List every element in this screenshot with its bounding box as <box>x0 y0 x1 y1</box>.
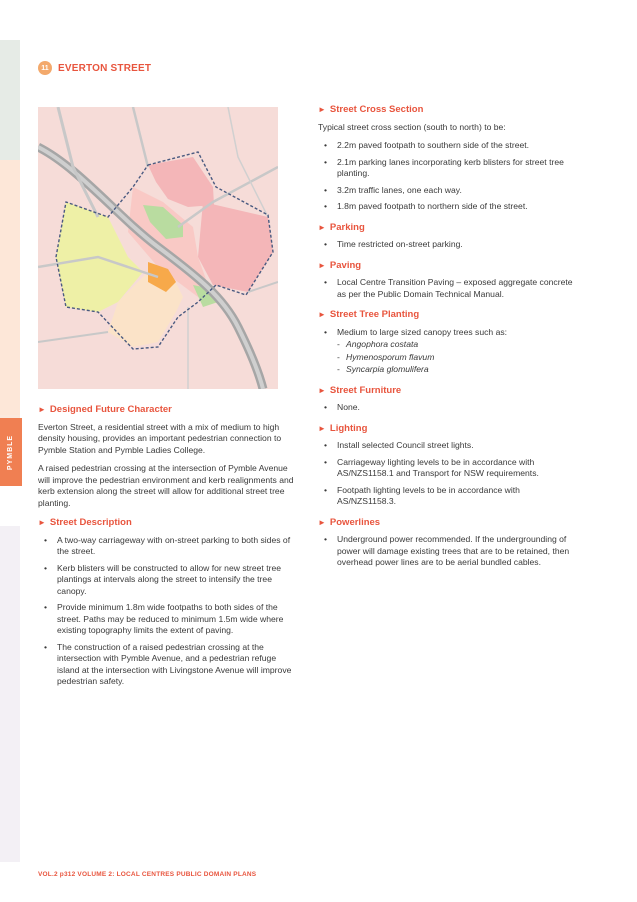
bullet-dot-icon: • <box>324 277 328 287</box>
list-item-text: Local Centre Transition Paving – exposed aggregate concrete as per the Public Domain Technical Manual. <box>337 277 573 299</box>
heading-text: Street Cross Section <box>329 104 424 115</box>
list-item <box>318 185 580 197</box>
paragraph: Everton Street, a residential street with a mix of medium to high density housing, provides an important pedestrian connection to Pymble Station and Pymble Ladies College. <box>38 421 282 455</box>
list-item <box>318 457 580 480</box>
section-heading <box>318 517 580 529</box>
bullet-list <box>318 327 580 376</box>
heading-text: Powerlines <box>329 516 381 528</box>
bullet-list <box>318 440 580 508</box>
bullet-dot-icon: • <box>44 562 48 573</box>
triangle-right-icon: ► <box>318 222 326 232</box>
bullet-list <box>38 535 296 688</box>
page-header <box>38 61 151 75</box>
section-street-description <box>38 517 296 688</box>
section-paving <box>318 260 580 301</box>
bullet-dot-icon: • <box>324 156 328 167</box>
section-powerlines <box>318 517 580 569</box>
species-name: Syncarpia glomulifera <box>346 364 429 374</box>
bullet-dot-icon: • <box>324 140 328 150</box>
list-item <box>318 485 580 508</box>
species-name: Hymenosporum flavum <box>346 351 435 362</box>
bullet-list <box>318 534 580 569</box>
section-heading <box>318 222 580 234</box>
bullet-list <box>318 277 580 300</box>
list-item-text: Provide minimum 1.8m wide footpaths to both sides of the street. Paths may be reduced to minimum 1.5m wide where existing topography limits the extent of paving. <box>57 602 284 635</box>
list-item <box>38 535 296 558</box>
list-item-text: None. <box>337 402 360 412</box>
heading-text: Paving <box>329 259 362 271</box>
heading-text: Street Tree Planting <box>329 309 420 320</box>
list-item <box>318 201 580 213</box>
bullet-dot-icon: • <box>324 534 328 544</box>
paragraph: Typical street cross section (south to north) to be: <box>318 121 506 132</box>
section-street-furniture <box>318 385 580 414</box>
list-item-text: 2.1m parking lanes incorporating kerb blisters for street tree planting. <box>337 156 564 178</box>
triangle-right-icon: ► <box>318 423 326 433</box>
bullet-dot-icon: • <box>324 402 328 412</box>
list-item <box>318 402 580 414</box>
edge-segment <box>0 160 20 415</box>
list-item-text: Install selected Council street lights. <box>337 440 474 450</box>
triangle-right-icon: ► <box>318 310 326 319</box>
list-item-text: Kerb blisters will be constructed to allow for new street tree plantings at intervals along the street to intensify the tree canopy. <box>57 562 282 596</box>
section-number-badge: 11 <box>38 61 52 75</box>
right-column <box>318 104 580 578</box>
side-tab-label: PYMBLE <box>7 434 15 470</box>
bullet-dot-icon: • <box>324 201 328 211</box>
list-item <box>38 602 296 637</box>
heading-text: Street Description <box>49 517 132 528</box>
bullet-dot-icon: • <box>44 641 48 652</box>
list-item <box>318 239 580 251</box>
dash-icon: - <box>337 364 340 374</box>
list-item <box>318 140 580 152</box>
species-item <box>318 339 580 351</box>
section-heading <box>318 309 580 321</box>
bullet-dot-icon: • <box>324 440 328 450</box>
bullet-dot-icon: • <box>324 239 328 249</box>
list-item-text: A two-way carriageway with on-street parking to both sides of the street. <box>57 534 291 556</box>
list-item-text: 2.2m paved footpath to southern side of the street. <box>337 140 530 150</box>
section-heading <box>318 104 580 116</box>
site-map <box>38 107 278 389</box>
list-item-text: 3.2m traffic lanes, one each way. <box>337 184 462 195</box>
section-street-tree-planting <box>318 309 580 376</box>
bullet-dot-icon: • <box>324 184 328 195</box>
edge-segment <box>0 526 20 862</box>
section-heading <box>318 385 580 397</box>
section-street-cross-section <box>318 104 580 213</box>
bullet-list <box>318 402 580 414</box>
heading-text: Street Furniture <box>329 384 402 396</box>
bullet-dot-icon: • <box>324 456 328 467</box>
triangle-right-icon: ► <box>318 260 326 270</box>
species-item <box>318 364 580 376</box>
triangle-right-icon: ► <box>318 517 326 527</box>
page-title: EVERTON STREET <box>58 62 152 74</box>
list-item <box>38 642 296 688</box>
site-map-svg <box>38 107 278 389</box>
dash-icon: - <box>337 351 340 362</box>
bullet-dot-icon: • <box>324 326 328 337</box>
section-heading <box>38 404 296 416</box>
list-item-text: Medium to large sized canopy trees such as: <box>337 326 508 337</box>
bullet-list <box>318 140 580 213</box>
list-item-text: Carriageway lighting levels to be in accordance with AS/NZS1158.1 and Transport for NSW requirements. <box>337 456 539 478</box>
left-column <box>38 404 296 697</box>
section-lighting <box>318 423 580 508</box>
list-item <box>38 563 296 598</box>
list-item <box>318 277 580 300</box>
triangle-right-icon: ► <box>38 405 46 414</box>
triangle-right-icon: ► <box>38 518 46 527</box>
bullet-list <box>318 239 580 251</box>
paragraph: A raised pedestrian crossing at the intersection of Pymble Avenue will improve the pedestrian environment and kerb realignments and kerb extension along the street will allow for additional street tree planting. <box>38 463 294 508</box>
heading-text: Lighting <box>329 422 368 434</box>
list-item <box>318 534 580 569</box>
section-heading <box>318 423 580 435</box>
list-item-text: Footpath lighting levels to be in accordance with AS/NZS1158.3. <box>337 484 520 506</box>
dash-icon: - <box>337 339 340 349</box>
section-heading <box>38 517 296 529</box>
species-item <box>318 352 580 364</box>
section-designed-future-character <box>38 404 296 509</box>
bullet-dot-icon: • <box>44 602 48 612</box>
list-item-text: 1.8m paved footpath to northern side of the street. <box>337 201 528 211</box>
section-heading <box>318 260 580 272</box>
triangle-right-icon: ► <box>318 385 326 395</box>
list-item <box>318 157 580 180</box>
bullet-dot-icon: • <box>44 534 48 545</box>
edge-segment <box>0 40 20 160</box>
list-item-text: The construction of a raised pedestrian crossing at the intersection with Pymble Avenue, and a pedestrian refuge island at the intersection with Livingstone Avenue will improve pedestrian safety. <box>57 641 292 686</box>
heading-text: Designed Future Character <box>49 404 172 415</box>
side-tab-pymble[interactable] <box>0 418 22 486</box>
triangle-right-icon: ► <box>318 105 326 114</box>
section-parking <box>318 222 580 251</box>
list-item <box>318 327 580 339</box>
species-name: Angophora costata <box>346 339 419 349</box>
heading-text: Parking <box>329 221 365 233</box>
list-item-text: Time restricted on-street parking. <box>337 239 463 249</box>
page-footer: VOL.2 p312 VOLUME 2: LOCAL CENTRES PUBLIC DOMAIN PLANS <box>38 871 257 878</box>
list-item-text: Underground power recommended. If the undergrounding of power will damage existing trees that are to be retained, then overhead power lines are to be aerial bundled cables. <box>337 534 570 567</box>
list-item <box>318 440 580 452</box>
bullet-dot-icon: • <box>324 484 328 495</box>
